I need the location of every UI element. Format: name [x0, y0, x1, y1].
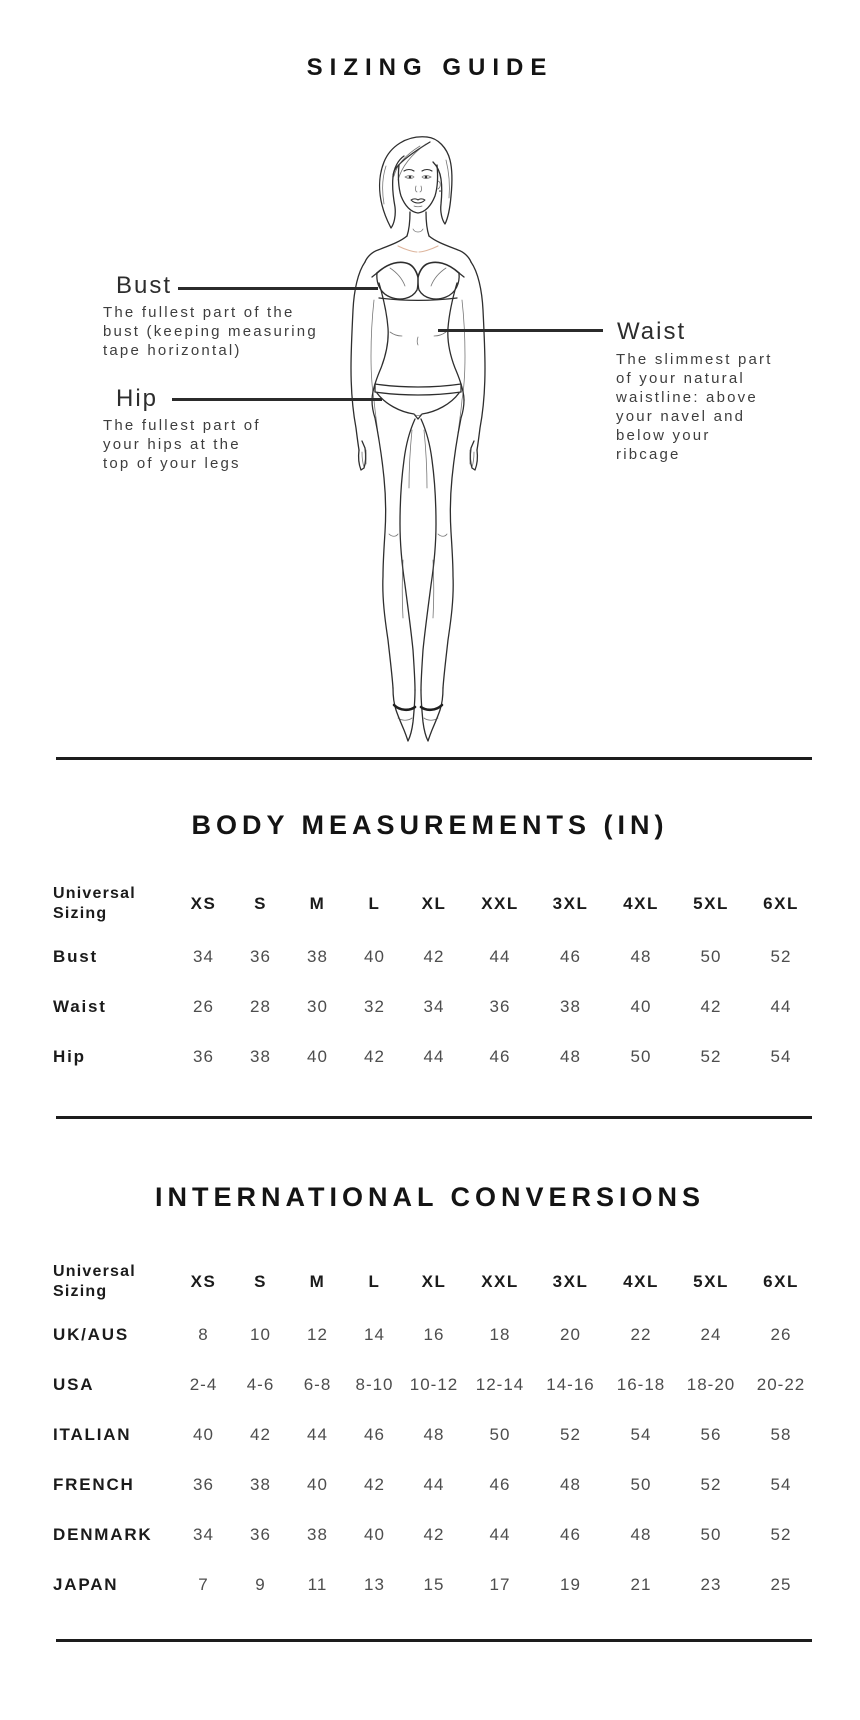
annotation-text-line: your navel and	[616, 408, 746, 425]
size-value-cell: 44	[423, 1475, 445, 1494]
size-value-cell: 21	[630, 1575, 652, 1594]
size-value-cell: 36	[250, 1525, 271, 1544]
row-label: UK/AUS	[53, 1325, 129, 1344]
size-value-cell: 16	[423, 1325, 445, 1344]
size-value-cell: 38	[307, 1525, 328, 1544]
shoes	[393, 688, 443, 741]
size-column-header: 4XL	[623, 1272, 659, 1291]
size-value-cell: 8-10	[355, 1375, 394, 1394]
bra	[372, 262, 464, 300]
size-value-cell: 42	[423, 947, 445, 966]
corner-label-line: Universal	[53, 1263, 136, 1280]
left-eye	[409, 176, 412, 179]
female-figure-illustration	[330, 110, 510, 755]
size-value-cell: 38	[307, 947, 328, 966]
size-column-header: 4XL	[623, 894, 659, 913]
waist-annotation-label: Waist	[617, 318, 687, 345]
annotation-text-line: your hips at the	[103, 436, 241, 453]
row-label: ITALIAN	[53, 1425, 132, 1444]
size-value-cell: 46	[560, 947, 581, 966]
size-value-cell: 48	[560, 1047, 581, 1066]
size-value-cell: 19	[560, 1575, 581, 1594]
annotation-text-line: of your natural	[616, 370, 745, 387]
size-value-cell: 9	[255, 1575, 266, 1594]
size-value-cell: 42	[700, 997, 722, 1016]
size-value-cell: 50	[630, 1047, 652, 1066]
table-row	[53, 1560, 816, 1610]
size-value-cell: 46	[364, 1425, 385, 1444]
size-column-header: 5XL	[693, 1272, 729, 1291]
row-label: DENMARK	[53, 1525, 153, 1544]
size-column-header: XXL	[481, 1272, 519, 1291]
size-value-cell: 40	[193, 1425, 214, 1444]
size-value-cell: 28	[250, 997, 271, 1016]
size-value-cell: 52	[700, 1475, 722, 1494]
size-value-cell: 17	[489, 1575, 511, 1594]
size-value-cell: 25	[770, 1575, 792, 1594]
annotation-text-line: tape horizontal)	[103, 342, 242, 359]
size-value-cell: 58	[770, 1425, 792, 1444]
size-value-cell: 44	[307, 1425, 328, 1444]
earring	[439, 190, 441, 192]
size-value-cell: 34	[423, 997, 445, 1016]
size-value-cell: 36	[250, 947, 271, 966]
size-column-header: 3XL	[552, 894, 589, 913]
size-value-cell: 15	[423, 1575, 445, 1594]
size-column-header: XL	[421, 894, 447, 913]
row-label: Waist	[53, 997, 107, 1016]
size-value-cell: 30	[307, 997, 328, 1016]
size-value-cell: 52	[770, 947, 792, 966]
hip-annotation-label: Hip	[116, 385, 159, 412]
size-value-cell: 24	[700, 1325, 722, 1344]
size-value-cell: 54	[770, 1047, 792, 1066]
waist-annotation-description	[616, 350, 773, 464]
waist-pointer-line	[438, 329, 603, 332]
size-value-cell: 20-22	[756, 1375, 806, 1394]
size-column-header: XL	[421, 1272, 447, 1291]
size-value-cell: 40	[307, 1047, 328, 1066]
universal-sizing-corner-label	[53, 1254, 175, 1310]
size-value-cell: 4-6	[246, 1375, 275, 1394]
bust-annotation-description	[103, 303, 318, 360]
body-measurements-heading: BODY MEASUREMENTS (IN)	[191, 810, 669, 840]
size-value-cell: 48	[560, 1475, 581, 1494]
size-value-cell: 42	[250, 1425, 271, 1444]
universal-sizing-corner-label	[53, 876, 175, 932]
size-value-cell: 42	[364, 1475, 385, 1494]
section-divider-middle	[56, 1116, 812, 1119]
size-column-header: M	[309, 1272, 326, 1291]
size-value-cell: 12-14	[475, 1375, 525, 1394]
size-value-cell: 32	[364, 997, 385, 1016]
hair-outline	[380, 137, 452, 228]
size-value-cell: 20	[560, 1325, 581, 1344]
size-value-cell: 18	[489, 1325, 511, 1344]
corner-label-line: Sizing	[53, 1283, 108, 1300]
size-value-cell: 46	[489, 1475, 511, 1494]
panties	[375, 384, 461, 419]
size-value-cell: 46	[489, 1047, 511, 1066]
row-label: Bust	[53, 947, 98, 966]
page-title: SIZING GUIDE	[306, 54, 554, 81]
table-row	[53, 1510, 816, 1560]
size-column-header: L	[368, 1272, 381, 1291]
size-value-cell: 50	[630, 1475, 652, 1494]
size-value-cell: 44	[423, 1047, 445, 1066]
size-column-header: 6XL	[763, 1272, 799, 1291]
size-value-cell: 54	[630, 1425, 652, 1444]
size-column-header: XXL	[481, 894, 519, 913]
table-row	[53, 1360, 816, 1410]
annotation-text-line: below your	[616, 427, 711, 444]
size-value-cell: 26	[770, 1325, 792, 1344]
size-value-cell: 50	[700, 947, 722, 966]
legs	[372, 400, 464, 690]
size-value-cell: 40	[307, 1475, 328, 1494]
size-value-cell: 56	[700, 1425, 722, 1444]
size-value-cell: 40	[364, 1525, 385, 1544]
size-value-cell: 26	[193, 997, 214, 1016]
size-value-cell: 48	[630, 1525, 652, 1544]
size-value-cell: 14-16	[546, 1375, 595, 1394]
table-row	[53, 1032, 816, 1082]
annotation-text-line: top of your legs	[103, 455, 241, 472]
size-value-cell: 34	[193, 1525, 214, 1544]
corner-label-line: Sizing	[53, 905, 108, 922]
size-value-cell: 11	[307, 1575, 328, 1594]
international-conversions-heading: INTERNATIONAL CONVERSIONS	[154, 1182, 706, 1212]
size-value-cell: 23	[700, 1575, 722, 1594]
size-value-cell: 22	[630, 1325, 652, 1344]
annotation-text-line: The fullest part of	[103, 417, 261, 434]
size-value-cell: 18-20	[686, 1375, 736, 1394]
size-value-cell: 16-18	[616, 1375, 666, 1394]
size-column-header: S	[254, 1272, 267, 1291]
annotation-text-line: The slimmest part	[616, 351, 773, 368]
table-row	[53, 1460, 816, 1510]
annotation-text-line: The fullest part of the	[103, 304, 295, 321]
size-value-cell: 7	[198, 1575, 209, 1594]
size-value-cell: 40	[364, 947, 385, 966]
hip-annotation-description	[103, 416, 261, 473]
arms	[351, 262, 485, 470]
size-column-header: 5XL	[693, 894, 729, 913]
size-column-header: 6XL	[763, 894, 799, 913]
annotation-text-line: bust (keeping measuring	[103, 323, 318, 340]
row-label: Hip	[53, 1047, 86, 1066]
size-column-header: XS	[190, 1272, 217, 1291]
row-label: JAPAN	[53, 1575, 119, 1594]
size-value-cell: 42	[423, 1525, 445, 1544]
size-column-header: L	[368, 894, 381, 913]
size-value-cell: 2-4	[189, 1375, 218, 1394]
size-value-cell: 46	[560, 1525, 581, 1544]
annotation-text-line: ribcage	[616, 446, 681, 463]
size-column-header: M	[309, 894, 326, 913]
bust-annotation-label: Bust	[116, 272, 173, 299]
size-value-cell: 10-12	[409, 1375, 459, 1394]
hip-pointer-line	[172, 398, 382, 401]
neck-shoulders	[365, 212, 471, 262]
table-row	[53, 1310, 816, 1360]
body-measurements-table	[53, 876, 816, 1082]
size-value-cell: 50	[700, 1525, 722, 1544]
size-value-cell: 52	[560, 1425, 581, 1444]
size-column-header: 3XL	[552, 1272, 589, 1291]
size-value-cell: 38	[560, 997, 581, 1016]
size-value-cell: 44	[489, 1525, 511, 1544]
corner-label-line: Universal	[53, 885, 136, 902]
size-value-cell: 38	[250, 1047, 271, 1066]
international-conversions-table	[53, 1254, 816, 1610]
table-row	[53, 932, 816, 982]
size-value-cell: 40	[630, 997, 652, 1016]
size-value-cell: 36	[489, 997, 511, 1016]
size-value-cell: 48	[423, 1425, 445, 1444]
size-value-cell: 50	[489, 1425, 511, 1444]
size-value-cell: 36	[193, 1475, 214, 1494]
table-row	[53, 982, 816, 1032]
size-value-cell: 38	[250, 1475, 271, 1494]
right-eye	[425, 176, 428, 179]
bust-pointer-line	[178, 287, 378, 290]
size-value-cell: 34	[193, 947, 214, 966]
size-value-cell: 42	[364, 1047, 385, 1066]
size-value-cell: 54	[770, 1475, 792, 1494]
size-column-header: S	[254, 894, 267, 913]
size-value-cell: 52	[770, 1525, 792, 1544]
section-divider-top	[56, 757, 812, 760]
size-value-cell: 14	[364, 1325, 385, 1344]
size-value-cell: 10	[250, 1325, 271, 1344]
size-value-cell: 36	[193, 1047, 214, 1066]
table-row	[53, 1410, 816, 1460]
size-value-cell: 44	[489, 947, 511, 966]
row-label: FRENCH	[53, 1475, 135, 1494]
row-label: USA	[53, 1375, 95, 1394]
face	[398, 165, 440, 213]
size-value-cell: 48	[630, 947, 652, 966]
size-value-cell: 6-8	[303, 1375, 332, 1394]
size-column-header: XS	[190, 894, 217, 913]
size-value-cell: 8	[198, 1325, 209, 1344]
section-divider-bottom	[56, 1639, 812, 1642]
size-value-cell: 12	[307, 1325, 328, 1344]
size-value-cell: 52	[700, 1047, 722, 1066]
size-value-cell: 13	[364, 1575, 385, 1594]
size-value-cell: 44	[770, 997, 792, 1016]
annotation-text-line: waistline: above	[616, 389, 758, 406]
